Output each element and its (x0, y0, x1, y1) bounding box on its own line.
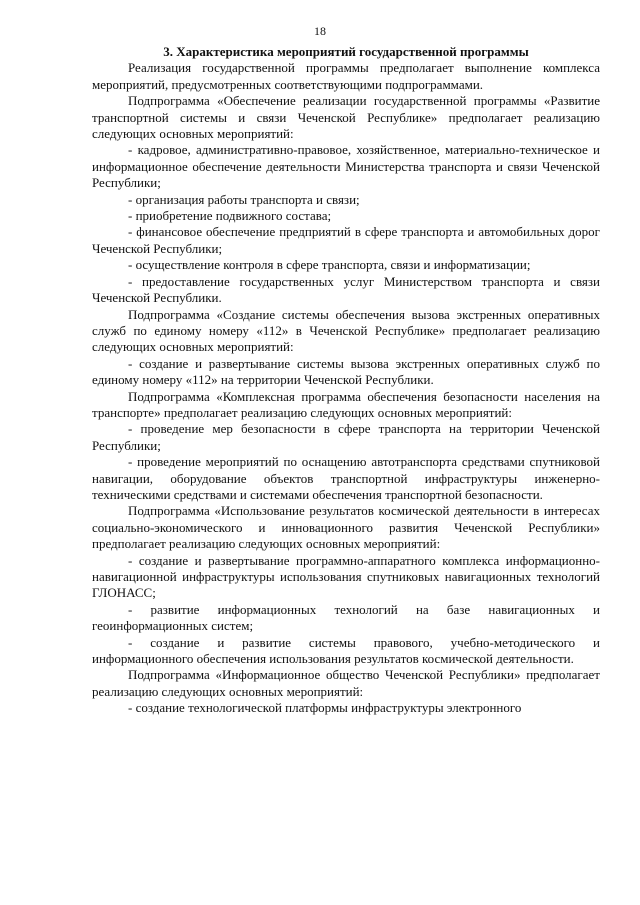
list-item: - создание и развитие системы правового, учебно-методического и информационного обеспечения использования результатов космической деятельности. (92, 634, 600, 667)
list-item: - осуществление контроля в сфере транспорта, связи и информатизации; (128, 257, 531, 273)
paragraph: Подпрограмма «Использование результатов космической деятельности в интересах социально-экономического и инновационного развития Чеченской Республики» предполагает реализацию следующих основных мероприятий: (92, 503, 600, 552)
paragraph: Реализация государственной программы предполагает выполнение комплекса мероприятий, предусмотренных соответствующими подпрограммами. (92, 60, 600, 92)
list-item: - приобретение подвижного состава; (128, 208, 332, 224)
list-item: - создание технологической платформы инфраструктуры электронного (128, 700, 522, 716)
list-item: - проведение мер безопасности в сфере транспорта на территории Чеченской Республики; (92, 421, 600, 453)
paragraph: Подпрограмма «Создание системы обеспечения вызова экстренных оперативных служб по единому номеру «112» в Чеченской Республике» предполагает реализацию следующих основных мероприятий: (92, 306, 600, 355)
list-item: - развитие информационных технологий на базе навигационных и геоинформационных систем; (92, 601, 600, 634)
paragraph: Подпрограмма «Обеспечение реализации государственной программы «Развитие транспортной системы и связи Чеченской Республике» предполагает реализацию следующих основных мероприятий: (92, 93, 600, 142)
list-item: - финансовое обеспечение предприятий в сфере транспорта и автомобильных дорог Чеченской Республики; (92, 224, 600, 256)
paragraph: Подпрограмма «Информационное общество Чеченской Республики» предполагает реализацию следующих основных мероприятий: (92, 667, 600, 699)
list-item: - проведение мероприятий по оснащению автотранспорта средствами спутниковой навигации, оборудование объектов транспортной инфраструктуры инженерно-техническими средствами и системами обеспечения транспортной безопасности. (92, 454, 600, 502)
list-item: - создание и развертывание программно-аппаратного комплекса информационно-навигационной инфраструктуры использования спутниковых навигационных технологий ГЛОНАСС; (92, 552, 600, 601)
page-number: 18 (314, 24, 326, 38)
list-item: - предоставление государственных услуг Министерством транспорта и связи Чеченской Республики. (92, 273, 600, 306)
list-item: - создание и развертывание системы вызова экстренных оперативных служб по единому номеру «112» на территории Чеченской Республики. (92, 355, 600, 388)
document-body (92, 44, 600, 717)
section-heading: 3. Характеристика мероприятий государственной программы (163, 44, 529, 59)
list-item: - кадровое, административно-правовое, хозяйственное, материально-техническое и информационное обеспечение деятельности Министерства транспорта и связи Чеченской Республики; (92, 142, 600, 191)
paragraph: Подпрограмма «Комплексная программа обеспечения безопасности населения на транспорте» предполагает реализацию следующих основных мероприятий: (92, 388, 600, 420)
list-item: - организация работы транспорта и связи; (128, 191, 360, 207)
